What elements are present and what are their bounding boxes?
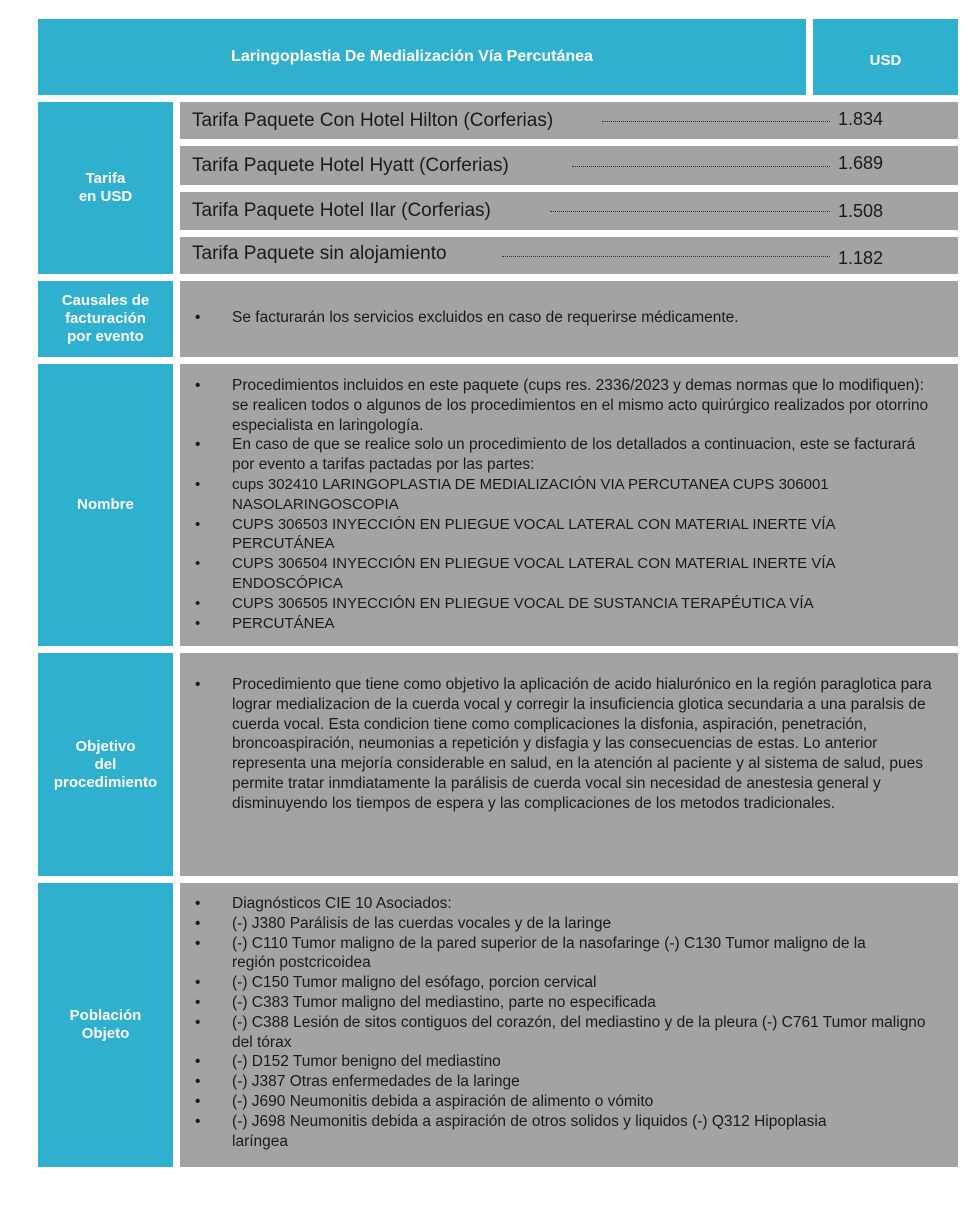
list-item: • (-) D152 Tumor benigno del mediastino <box>180 1052 958 1072</box>
list-item: • (-) C383 Tumor maligno del mediastino, parte no especificada <box>180 993 958 1013</box>
table-title: Laringoplastia De Medialización Vía Percutánea <box>38 19 806 95</box>
list-item: • (-) C388 Lesión de sitos contiguos del corazón, del mediastino y de la pleura (-) C761 Tumor maligno del tórax <box>180 1013 958 1053</box>
nombre-content <box>180 364 958 646</box>
tarifa-price: 1.508 <box>838 201 884 221</box>
list-item: • (-) C150 Tumor maligno del esófago, porcion cervical <box>180 973 958 993</box>
objetivo-content <box>180 653 958 876</box>
list-item: • CUPS 306505 INYECCIÓN EN PLIEGUE VOCAL DE SUSTANCIA TERAPÉUTICA VÍA <box>180 594 958 614</box>
tarifa-name: Tarifa Paquete Hotel Ilar (Corferias) <box>192 200 491 221</box>
label-causales: Causales de facturación por evento <box>38 281 173 357</box>
dotted-leader <box>572 166 830 167</box>
list-item: • (-) C110 Tumor maligno de la pared superior de la nasofaringe (-) C130 Tumor maligno de la región postcricoidea <box>180 934 958 974</box>
label-poblacion: Población Objeto <box>38 883 173 1167</box>
list-item: • (-) J698 Neumonitis debida a aspiración de otros solidos y liquidos (-) Q312 Hipoplasia laríngea <box>180 1112 958 1152</box>
list-item: • (-) J690 Neumonitis debida a aspiración de alimento o vómito <box>180 1092 958 1112</box>
tarifa-price: 1.182 <box>838 248 884 268</box>
list-item: • En caso de que se realice solo un procedimiento de los detallados a continuacion, este se facturará por evento a tarifas pactadas por las partes: <box>180 435 958 475</box>
tarifa-name: Tarifa Paquete Con Hotel Hilton (Corferias) <box>192 109 554 131</box>
list-item: • CUPS 306504 INYECCIÓN EN PLIEGUE VOCAL LATERAL CON MATERIAL INERTE VÍA ENDOSCÓPICA <box>180 554 958 594</box>
dotted-leader <box>502 256 830 257</box>
list-item: • cups 302410 LARINGOPLASTIA DE MEDIALIZACIÓN VIA PERCUTANEA CUPS 306001 NASOLARINGOSCOPIA <box>180 475 958 515</box>
list-item: • Diagnósticos CIE 10 Asociados: <box>180 894 958 914</box>
label-objetivo: Objetivo del procedimiento <box>38 653 173 876</box>
list-item: • (-) J387 Otras enfermedades de la laringe <box>180 1072 958 1092</box>
list-item: • Se facturarán los servicios excluidos en caso de requerirse médicamente. <box>180 308 958 328</box>
list-item: • (-) J380 Parálisis de las cuerdas vocales y de la laringe <box>180 914 958 934</box>
list-item: • PERCUTÁNEA <box>180 614 958 634</box>
causales-content <box>180 281 958 357</box>
label-tarifa: Tarifa en USD <box>38 102 173 274</box>
tarifa-name: Tarifa Paquete sin alojamiento <box>192 242 447 264</box>
tarifa-name: Tarifa Paquete Hotel Hyatt (Corferias) <box>192 154 509 176</box>
tarifa-price: 1.689 <box>838 153 884 173</box>
label-nombre: Nombre <box>38 364 173 646</box>
dotted-leader <box>550 211 830 212</box>
list-item: • Procedimientos incluidos en este paquete (cups res. 2336/2023 y demas normas que lo modifiquen): se realicen todos o algunos de los procedimientos en el mismo acto quirúrgico realizados por otorrino especialista en laringología. <box>180 376 958 435</box>
tarifa-price: 1.834 <box>838 109 884 129</box>
dotted-leader <box>602 121 830 122</box>
list-item: • CUPS 306503 INYECCIÓN EN PLIEGUE VOCAL LATERAL CON MATERIAL INERTE VÍA PERCUTÁNEA <box>180 515 958 555</box>
poblacion-content <box>180 883 958 1167</box>
list-item: • Procedimiento que tiene como objetivo la aplicación de acido hialurónico en la región paraglotica para lograr medializacion de la cuerda vocal y corregir la insuficiencia glotica secundaria a una paralsis de cuerda vocal. Esta condicion tiene como complicaciones la disfonia, aspiración, penetración, broncoaspiración, neumonias a repetición y disfagia y las consecuencias de estas. Lo anterior representa una mejoría considerable en salud, en la atención al paciente y al sistema de salud, pues permite tratar inmdiatamente la parálisis de cuerda vocal sin necesidad de anestesia general y disminuyendo los tiempos de espera y las complicaciones de los metodos tradicionales. <box>180 675 958 814</box>
currency-header: USD <box>813 19 958 95</box>
